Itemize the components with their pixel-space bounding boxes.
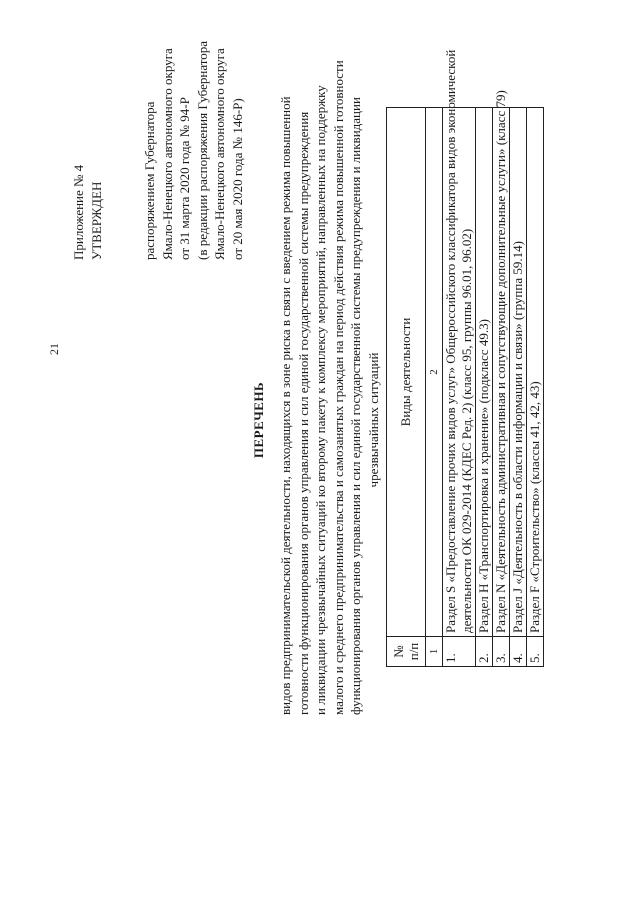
row-activity-line: Раздел J «Деятельность в области информации и связи» (группа 59.14) (510, 241, 525, 633)
page-number: 21 (47, 343, 61, 355)
row-number: 5. (527, 637, 544, 667)
row-number: 3. (493, 637, 510, 667)
approved-label: УТВЕРЖДЕН (88, 181, 104, 260)
column-number: 2 (426, 108, 443, 637)
row-activity (527, 108, 544, 637)
approval-line: от 31 марта 2020 года № 94-Р (177, 97, 192, 260)
column-numbers-row (426, 108, 443, 667)
approval-line: Ямало-Ненецкого автономного округа (159, 48, 175, 260)
row-activity-line: Раздел F «Строительство» (классы 41, 42, 43) (527, 381, 542, 633)
row-activity (476, 108, 493, 637)
row-activity-line: Раздел N «Деятельность административная и сопутствующие дополнительные услуги» (класс 79) (493, 90, 508, 633)
approval-gap (105, 10, 141, 260)
row-number: 2. (476, 637, 493, 667)
table-header-row (387, 108, 426, 667)
table-row (493, 108, 510, 667)
table-row (443, 108, 476, 667)
appendix-label: Приложение № 4 (71, 164, 86, 260)
row-activity-line: Раздел H «Транспортировка и хранение» (подкласс 49.3) (476, 319, 491, 633)
table-row (527, 108, 544, 667)
row-activity (510, 108, 527, 637)
document-title: ПЕРЕЧЕНЬ (251, 381, 266, 459)
row-activity-line: Раздел S «Предоставление прочих видов услуг» Общероссийского классификатора видов экономической (443, 49, 458, 633)
row-number: 4. (510, 637, 527, 667)
activities-table (386, 49, 544, 667)
row-activity (443, 49, 476, 637)
column-number: 1 (426, 637, 443, 667)
table-row (476, 108, 493, 667)
header-number: № п/п (387, 637, 426, 667)
header-activity: Виды деятельности (387, 108, 426, 637)
document-description (277, 60, 383, 715)
description-line: готовности функционирования органов управления и сил единой государственной системы предупреждения (295, 111, 311, 715)
description-line: видов предпринимательской деятельности, находящихся в зоне риска в связи с введением режима повышенной (278, 96, 293, 715)
description-line: чрезвычайных ситуаций (365, 352, 381, 488)
row-number: 1. (443, 637, 476, 667)
description-line: малого и среднего предпринимательства и самозанятых граждан на период действия режима повышенной готовности (330, 60, 346, 715)
approval-line: распоряжением Губернатора (142, 101, 157, 260)
approval-line: Ямало-Ненецкого автономного округа (212, 48, 227, 260)
approval-block (70, 10, 246, 260)
row-activity (493, 90, 510, 637)
description-line: функционирования органов управления и сил единой государственной системы предупреждения и ликвидации (348, 97, 364, 715)
table-row (510, 108, 527, 667)
approval-line: (в редакции распоряжения Губернатора (194, 40, 210, 260)
approval-line: от 20 мая 2020 года № 146-Р) (229, 98, 245, 260)
description-line: и ликвидации чрезвычайных ситуаций ко второму пакету к комплексу мероприятий, направленных на поддержку (313, 85, 329, 715)
row-activity-line: деятельности ОК 029-2014 (КДЕС Ред. 2) (класс 95, группы 96.01, 96.02) (459, 228, 474, 633)
